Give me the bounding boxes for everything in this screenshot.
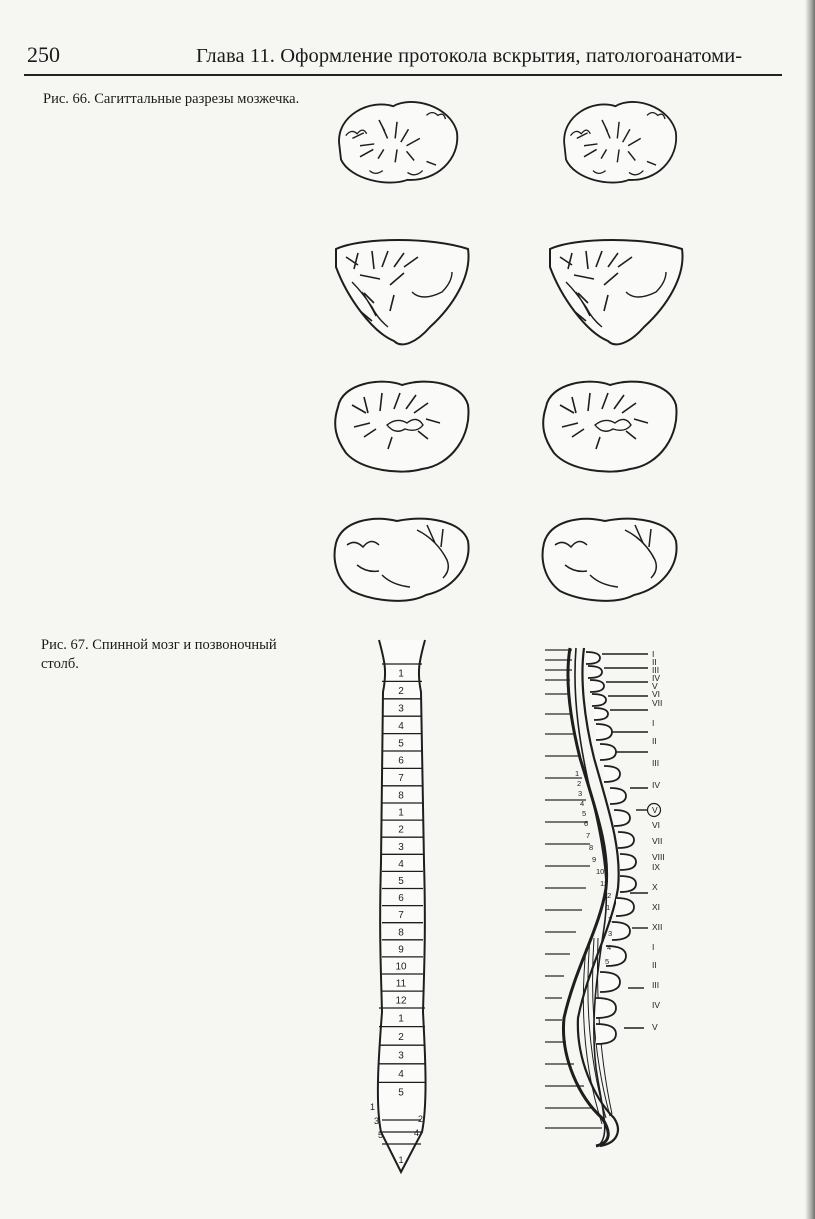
thoracic-vertebra-label: X xyxy=(652,882,658,892)
thoracic-segment-label: 5 xyxy=(398,875,404,887)
cord-segment-label: 5 xyxy=(582,809,587,818)
cervical-segment-label: 3 xyxy=(398,703,404,715)
sacral-side-label: 5 xyxy=(378,1130,384,1140)
cervical-segment-label: 6 xyxy=(398,755,404,767)
thoracic-vertebra-label: XI xyxy=(652,902,661,912)
lumbar-vertebra-label: III xyxy=(652,980,660,990)
cord-segment-label: 2 xyxy=(608,915,613,924)
sacral-side-label: 1 xyxy=(370,1102,376,1112)
cervical-segment-label: 5 xyxy=(398,738,404,750)
cervical-vertebra-label: VI xyxy=(652,689,661,699)
cerebellum-section-1b xyxy=(564,102,676,183)
figure-67-caption: Рис. 67. Спинной мозг и позвоночный столб. xyxy=(41,637,277,672)
cervical-vertebra-label: III xyxy=(652,665,660,675)
thoracic-vertebra-label: I xyxy=(652,718,655,728)
cerebellum-section-2b xyxy=(550,240,683,344)
cord-segment-label: 2 xyxy=(577,779,582,788)
lumbar-vertebra-label: I xyxy=(652,942,655,952)
cord-segment-label: 10 xyxy=(596,867,605,876)
thoracic-segment-label: 6 xyxy=(398,893,404,905)
cord-segment-label: 11 xyxy=(600,879,608,888)
cerebellum-section-4b xyxy=(543,519,677,601)
cervical-segment-label: 7 xyxy=(398,773,404,785)
cord-segment-label: 9 xyxy=(592,855,597,864)
cord-segment-label: 3 xyxy=(608,929,613,938)
spinal-cord-segments-diagram xyxy=(355,632,455,1177)
thoracic-vertebra-label: VII xyxy=(652,836,663,846)
thoracic-vertebra-label: IX xyxy=(652,862,661,872)
cervical-segment-label: 1 xyxy=(398,668,404,680)
cerebellum-section-1a xyxy=(339,102,457,183)
cerebellum-section-3b xyxy=(543,382,676,472)
thoracic-segment-label: 4 xyxy=(398,858,404,870)
figure-66-caption: Рис. 66. Сагиттальные разрезы мозжечка. xyxy=(43,91,300,107)
sacral-side-label: 2 xyxy=(418,1114,424,1124)
thoracic-segment-label: 10 xyxy=(395,961,407,973)
sacral-side-label: 4 xyxy=(414,1128,420,1138)
sacral-side-label: 3 xyxy=(374,1116,380,1126)
thoracic-vertebra-label: IV xyxy=(652,780,661,790)
cervical-segment-label: 4 xyxy=(398,720,404,732)
cervical-segment-label: 2 xyxy=(398,686,404,698)
thoracic-segment-label: 7 xyxy=(398,910,404,922)
thoracic-vertebra-label: II xyxy=(652,736,657,746)
thoracic-segment-label: 11 xyxy=(395,978,407,990)
lumbar-vertebra-label: IV xyxy=(652,1000,661,1010)
cervical-vertebra-label: IV xyxy=(652,673,661,683)
thoracic-segment-label: 8 xyxy=(398,927,404,939)
thoracic-segment-label: 2 xyxy=(398,824,404,836)
cord-segment-label: 5 xyxy=(605,957,610,966)
lumbar-segment-label: 3 xyxy=(398,1050,404,1062)
spinous-processes xyxy=(586,652,636,1044)
cerebellum-sections-figure xyxy=(320,95,700,615)
cord-segment-label: 4 xyxy=(580,799,585,808)
thoracic-segment-label: 3 xyxy=(398,841,404,853)
thoracic-vertebra-label: VIII xyxy=(652,852,665,862)
cord-segment-label: 8 xyxy=(589,843,594,852)
cord-segment-label: 3 xyxy=(578,789,583,798)
vertebral-column-diagram xyxy=(540,638,680,1153)
running-title: Глава 11. Оформление протокола вскрытия, патологоанатоми- xyxy=(196,45,743,67)
cord-segment-label: 12 xyxy=(603,891,612,900)
thoracic-vertebra-label: VI xyxy=(652,820,661,830)
cerebellum-section-4a xyxy=(335,519,469,601)
thoracic-vertebra-label: XII xyxy=(652,922,663,932)
lumbar-segment-label: 4 xyxy=(398,1069,404,1081)
lumbar-segment-label: 2 xyxy=(398,1031,404,1043)
cervical-segment-label: 8 xyxy=(398,790,404,802)
coccygeal-segment-label: 1 xyxy=(398,1155,404,1165)
cerebellum-section-3a xyxy=(335,382,468,472)
thoracic-vertebra-label: III xyxy=(652,758,660,768)
scan-shadow-edge xyxy=(805,0,815,1219)
cord-segment-label: 1 xyxy=(606,903,611,912)
cerebellum-section-2a xyxy=(336,240,469,344)
cord-segment-label: 4 xyxy=(607,943,612,952)
cervical-vertebra-label: V xyxy=(652,681,658,691)
thoracic-segment-label: 12 xyxy=(395,995,407,1007)
header-rule xyxy=(24,74,782,76)
cervical-vertebra-label: I xyxy=(652,649,655,659)
lumbar-vertebra-label: II xyxy=(652,960,657,970)
lumbar-vertebra-label: V xyxy=(652,1022,658,1032)
thoracic-segment-label: 9 xyxy=(398,944,404,956)
thoracic-vertebra-label: V xyxy=(652,805,658,815)
page-number: 250 xyxy=(27,42,60,67)
cord-segment-label: 6 xyxy=(584,819,589,828)
lumbar-segment-label: 5 xyxy=(398,1087,404,1099)
cervical-vertebra-label: VII xyxy=(652,698,663,708)
lumbar-segment-label: 1 xyxy=(398,1013,404,1025)
cord-segment-label: 7 xyxy=(586,831,591,840)
thoracic-segment-label: 1 xyxy=(398,807,404,819)
cervical-vertebra-label: II xyxy=(652,657,657,667)
cord-segment-label: 1 xyxy=(575,769,580,778)
